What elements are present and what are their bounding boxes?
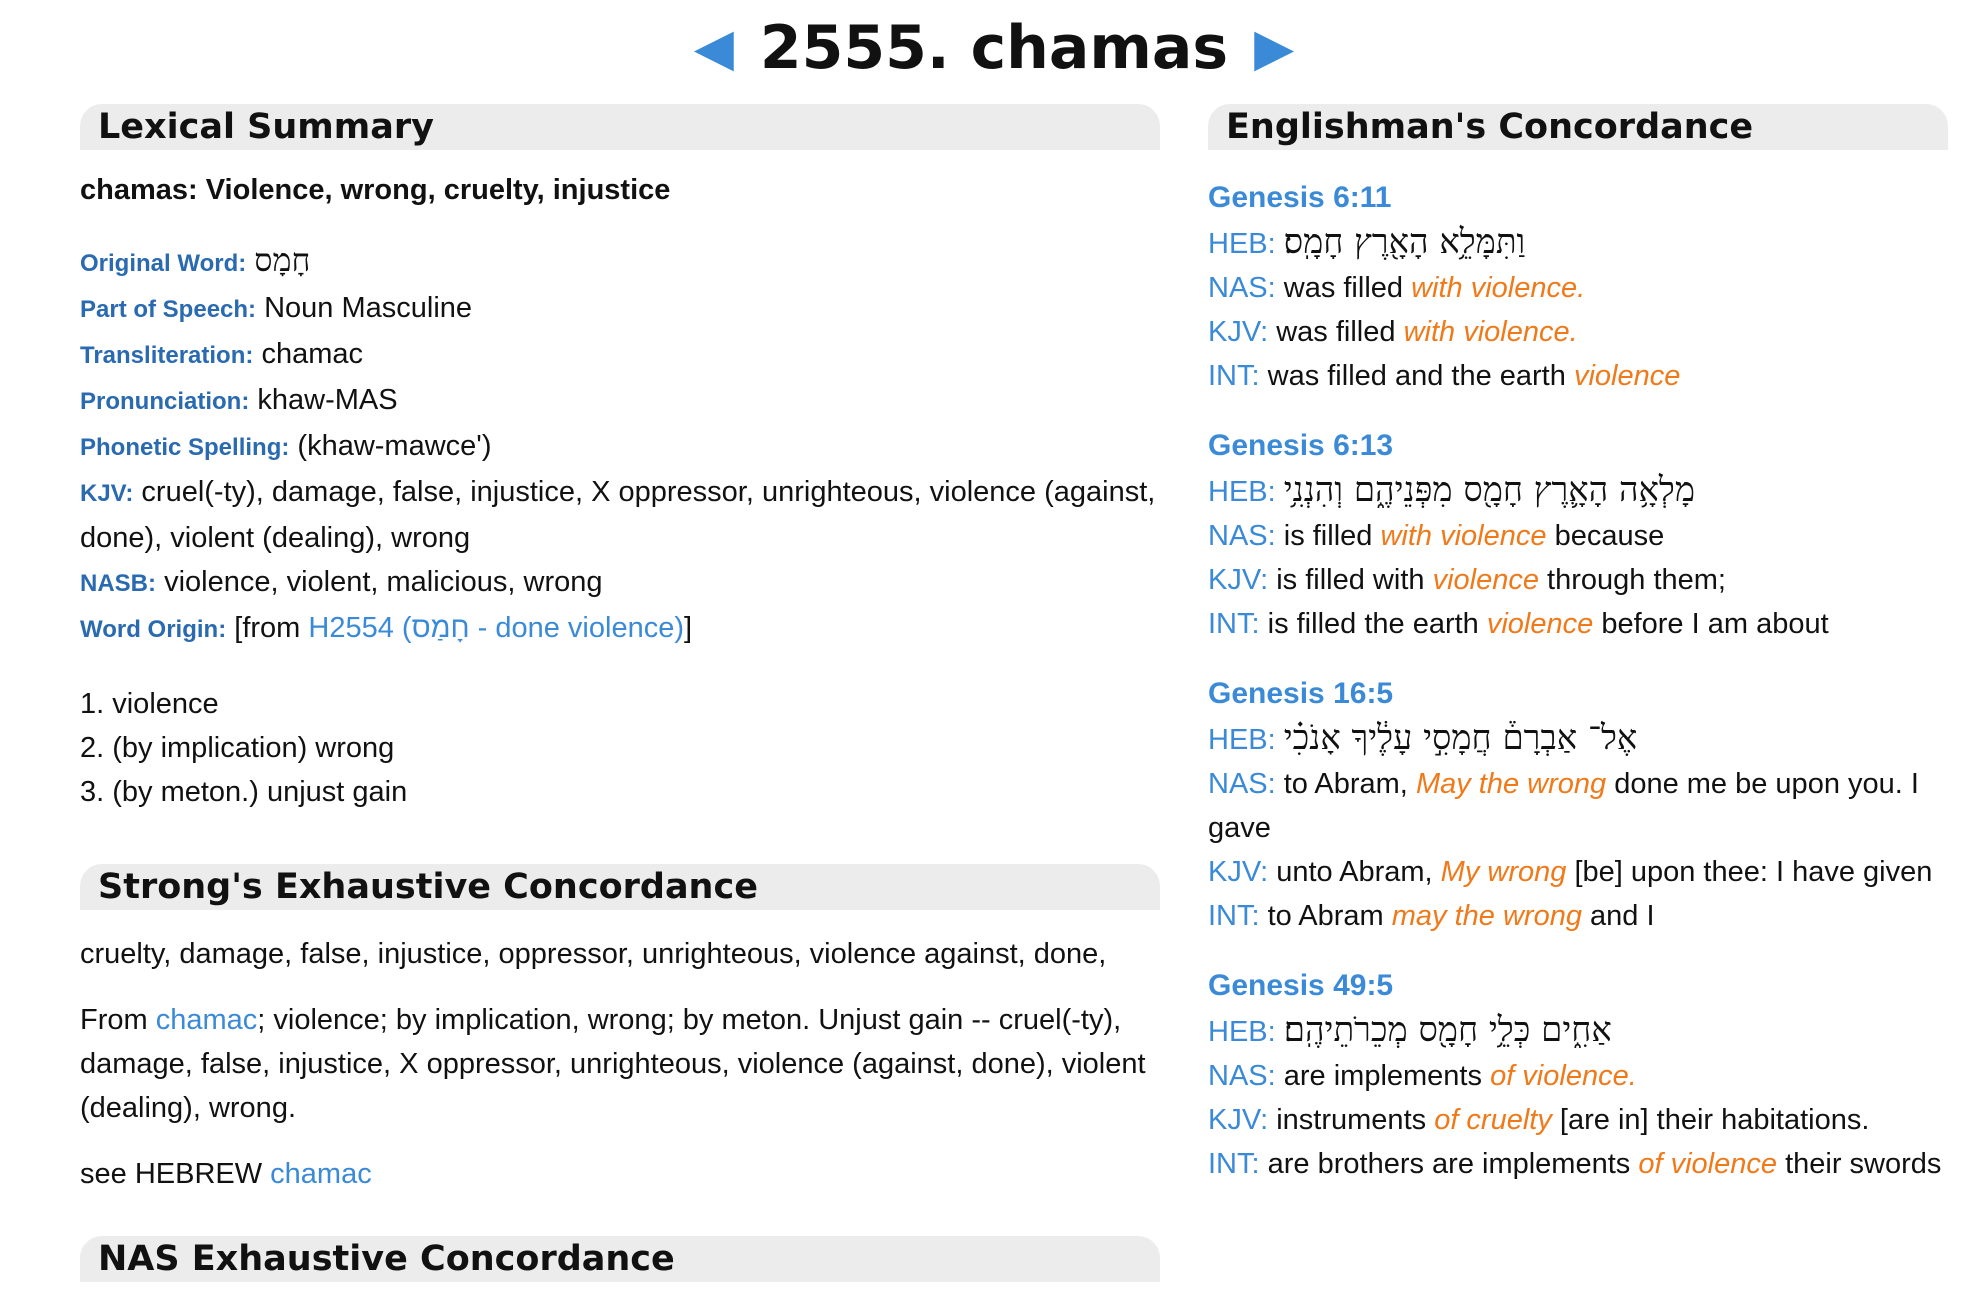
nas-highlight: of violence. xyxy=(1490,1060,1637,1092)
heb-label: HEB: xyxy=(1208,1016,1276,1048)
hebrew-text[interactable]: מָלְאָ֥ה הָאָ֛רֶץ חָמָ֖ס מִפְּנֵיהֶ֑ם וְהִנְנִ֥י xyxy=(1283,470,1695,510)
definitions-list xyxy=(80,682,1160,814)
kjv-highlight: of cruelty xyxy=(1434,1104,1552,1136)
word-origin-row xyxy=(80,606,1160,652)
int-line xyxy=(1208,894,1948,938)
phonetic-spelling-value: (khaw-mawce') xyxy=(297,430,492,462)
kjv-highlight: My wrong xyxy=(1440,856,1567,888)
nas-line xyxy=(1208,762,1948,850)
int-highlight: may the wrong xyxy=(1391,900,1582,932)
word-origin-link[interactable]: H2554 (חָמַס - done violence) xyxy=(308,612,684,644)
nas-highlight: with violence xyxy=(1380,520,1547,552)
heb-label: HEB: xyxy=(1208,476,1276,508)
kjv-row xyxy=(80,470,1160,560)
nas-label: NAS: xyxy=(1208,520,1276,552)
page-title: 2555. chamas xyxy=(759,13,1229,83)
strongs-paragraph-2 xyxy=(80,998,1160,1130)
int-label: INT: xyxy=(1208,608,1260,640)
pronunciation-value: khaw-MAS xyxy=(257,384,398,416)
int-text-after: their swords xyxy=(1785,1148,1942,1180)
part-of-speech-value: Noun Masculine xyxy=(264,292,473,324)
concordance-entry xyxy=(1208,424,1948,646)
chamac-link[interactable]: chamac xyxy=(155,1004,258,1036)
int-highlight: violence xyxy=(1573,360,1681,392)
kjv-label: KJV: xyxy=(1208,316,1269,348)
original-word-value: חָמָס xyxy=(254,241,311,279)
transliteration-label: Transliteration: xyxy=(80,342,254,369)
kjv-text: was filled xyxy=(1276,316,1396,348)
original-word-row xyxy=(80,238,1160,286)
strongs-concordance-heading: Strong's Exhaustive Concordance xyxy=(80,864,1160,910)
nas-text: are implements xyxy=(1283,1060,1482,1092)
kjv-highlight: with violence. xyxy=(1403,316,1578,348)
int-line xyxy=(1208,602,1948,646)
nas-text: was filled xyxy=(1283,272,1404,304)
kjv-line xyxy=(1208,310,1948,354)
pronunciation-label: Pronunciation: xyxy=(80,388,250,415)
nas-line xyxy=(1208,266,1948,310)
nas-highlight: May the wrong xyxy=(1415,768,1607,800)
left-column xyxy=(80,104,1160,1282)
heb-line xyxy=(1208,468,1948,514)
phonetic-spelling-row xyxy=(80,424,1160,470)
kjv-text: instruments xyxy=(1276,1104,1427,1136)
strongs-paragraph-2-prefix: From xyxy=(80,1004,148,1036)
transliteration-row xyxy=(80,332,1160,378)
nas-line xyxy=(1208,514,1948,558)
pronunciation-row xyxy=(80,378,1160,424)
nas-text-after: because xyxy=(1554,520,1665,552)
hebrew-text[interactable]: אַחִ֑ים כְּלֵ֥י חָמָ֖ס מְכֵרֹתֵיהֶֽם׃ xyxy=(1283,1010,1612,1050)
int-text: to Abram xyxy=(1267,900,1384,932)
nas-concordance-heading: NAS Exhaustive Concordance xyxy=(80,1236,1160,1282)
see-hebrew-prefix: see HEBREW xyxy=(80,1158,263,1190)
nas-highlight: with violence. xyxy=(1411,272,1586,304)
concordance-entry xyxy=(1208,672,1948,938)
kjv-value: cruel(-ty), damage, false, injustice, X oppressor, unrighteous, violence (against, done), violent (dealing), wrong xyxy=(80,476,1156,554)
see-hebrew-chamac-link[interactable]: chamac xyxy=(270,1158,372,1190)
int-text-after: before I am about xyxy=(1601,608,1829,640)
kjv-line xyxy=(1208,558,1948,602)
nas-label: NAS: xyxy=(1208,272,1276,304)
kjv-line xyxy=(1208,850,1948,894)
definition-item: 2. (by implication) wrong xyxy=(80,732,395,764)
int-text: is filled the earth xyxy=(1267,608,1479,640)
kjv-text: is filled with xyxy=(1276,564,1425,596)
definition-item: 1. violence xyxy=(80,688,219,720)
word-origin-prefix: [from xyxy=(234,612,301,644)
transliteration-value: chamac xyxy=(261,338,363,370)
hebrew-text[interactable]: וַתִּמָּלֵ֥א הָאָ֖רֶץ חָמָֽס׃ xyxy=(1283,222,1526,262)
strongs-paragraph-2-text: ; violence; by implication, wrong; by meton. Unjust gain -- cruel(-ty), damage, false, injustice, X oppressor, unrighteous, violence (against, done), violent (dealing), wrong. xyxy=(80,1004,1146,1124)
heb-label: HEB: xyxy=(1208,228,1276,260)
kjv-text-after: [be] upon thee: I have given xyxy=(1574,856,1933,888)
page-header xyxy=(0,8,1988,88)
nas-text: is filled xyxy=(1283,520,1373,552)
int-line xyxy=(1208,354,1948,398)
int-text: are brothers are implements xyxy=(1267,1148,1631,1180)
word-origin-label: Word Origin: xyxy=(80,616,227,643)
int-highlight: of violence xyxy=(1638,1148,1777,1180)
kjv-highlight: violence xyxy=(1432,564,1539,596)
nasb-row xyxy=(80,560,1160,606)
nas-label: NAS: xyxy=(1208,1060,1276,1092)
kjv-line xyxy=(1208,1098,1948,1142)
verse-reference-link[interactable]: Genesis 16:5 xyxy=(1208,677,1394,710)
part-of-speech-row xyxy=(80,286,1160,332)
kjv-text-after: [are in] their habitations. xyxy=(1559,1104,1870,1136)
phonetic-spelling-label: Phonetic Spelling: xyxy=(80,434,290,461)
definition-item: 3. (by meton.) unjust gain xyxy=(80,776,408,808)
int-label: INT: xyxy=(1208,360,1260,392)
concordance-entry xyxy=(1208,176,1948,398)
lexical-summary-heading: Lexical Summary xyxy=(80,104,1160,150)
int-text-after: and I xyxy=(1590,900,1655,932)
int-line xyxy=(1208,1142,1948,1186)
kjv-label: KJV: xyxy=(1208,856,1269,888)
kjv-text-after: through them; xyxy=(1547,564,1726,596)
hebrew-text[interactable]: אֶל־ אַבְרָם֒ חֲמָסִ֣י עָלֶ֔יךָ אָנֹכִ֗י xyxy=(1283,718,1638,758)
previous-entry-arrow-icon[interactable]: ◀ xyxy=(693,19,734,77)
int-label: INT: xyxy=(1208,1148,1260,1180)
heb-line xyxy=(1208,716,1948,762)
nasb-label: NASB: xyxy=(80,570,156,597)
original-word-label: Original Word: xyxy=(80,250,247,277)
heb-line xyxy=(1208,1008,1948,1054)
verse-reference-link[interactable]: Genesis 6:11 xyxy=(1208,181,1392,214)
kjv-label: KJV: xyxy=(80,480,134,507)
kjv-text: unto Abram, xyxy=(1276,856,1433,888)
nas-label: NAS: xyxy=(1208,768,1276,800)
nasb-value: violence, violent, malicious, wrong xyxy=(164,566,603,598)
next-entry-arrow-icon[interactable]: ▶ xyxy=(1254,19,1295,77)
word-origin-suffix: ] xyxy=(684,612,693,644)
kjv-label: KJV: xyxy=(1208,1104,1269,1136)
right-column xyxy=(1208,104,1948,1186)
heb-line xyxy=(1208,220,1948,266)
strongs-paragraph-3 xyxy=(80,1152,1160,1196)
verse-reference-link[interactable]: Genesis 6:13 xyxy=(1208,429,1394,462)
lexical-summary-text: chamas: Violence, wrong, cruelty, injustice xyxy=(80,174,671,206)
nas-text: to Abram, xyxy=(1283,768,1408,800)
kjv-label: KJV: xyxy=(1208,564,1269,596)
heb-label: HEB: xyxy=(1208,724,1276,756)
strongs-paragraph-1: cruelty, damage, false, injustice, oppressor, unrighteous, violence against, done, xyxy=(80,938,1107,970)
englishmans-concordance-heading: Englishman's Concordance xyxy=(1208,104,1948,150)
lexical-fields xyxy=(80,238,1160,652)
int-text: was filled and the earth xyxy=(1267,360,1566,392)
int-label: INT: xyxy=(1208,900,1260,932)
int-highlight: violence xyxy=(1486,608,1594,640)
nas-text-after: done me be upon you. I gave xyxy=(1208,768,1919,844)
concordance-entry xyxy=(1208,964,1948,1186)
verse-reference-link[interactable]: Genesis 49:5 xyxy=(1208,969,1394,1002)
nas-line xyxy=(1208,1054,1948,1098)
part-of-speech-label: Part of Speech: xyxy=(80,296,257,323)
